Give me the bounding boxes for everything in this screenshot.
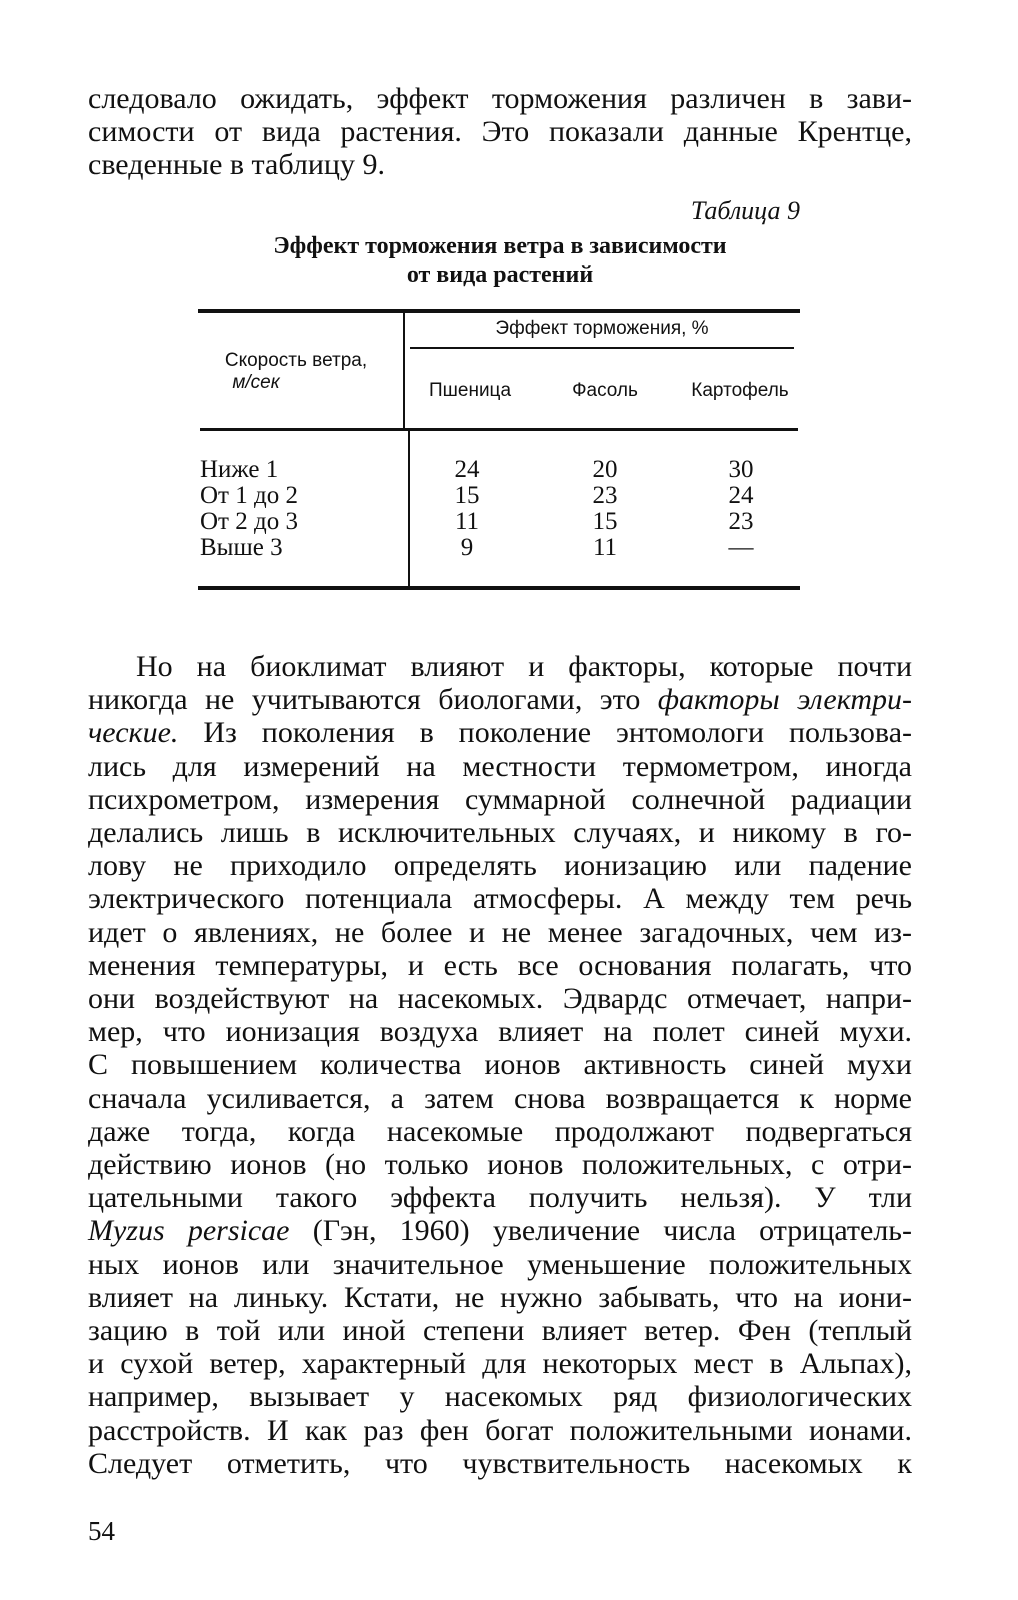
text-line: расстройств. И как раз фен богат положительными ионами. (88, 1413, 912, 1447)
text-line: влияет на линьку. Кстати, не нужно забывать, что на иони- (88, 1280, 912, 1314)
text-line: лись для измерений на местности термометром, иногда (88, 749, 912, 783)
text-line: сначала усиливается, а затем снова возвращается к норме (88, 1081, 912, 1115)
text-line: делались лишь в исключительных случаях, и никому в го- (88, 816, 912, 850)
intro-paragraph (88, 82, 912, 182)
table-row-label: Ниже 1 (200, 456, 279, 483)
text-line: цательными такого эффекта получить нельзя). У тли (88, 1181, 912, 1215)
text-span: Из поколения в поколение энтомологи пользова- (178, 716, 912, 750)
text-line: зацию в той или иной степени влияет ветер. Фен (теплый (88, 1314, 912, 1348)
column-header: Пшеница (428, 380, 512, 401)
column-header: Фасоль (572, 380, 638, 401)
text-line: электрического потенциала атмосферы. А между тем речь (88, 882, 912, 916)
table-cell: 11 (454, 508, 480, 535)
table-title-line: от вида растений (406, 262, 594, 288)
group-header-rule (410, 347, 794, 349)
text-line: ных ионов или значительное уменьшение положительных (88, 1247, 912, 1281)
body-paragraph (88, 650, 912, 1480)
text-line: менения температуры, и есть все основания полагать, что (88, 948, 912, 982)
text-line: симости от вида растения. Это показали данные Крентце, (88, 115, 912, 149)
header-bottom-rule (200, 428, 798, 431)
text-line: например, вызывает у насекомых ряд физиологических (88, 1380, 912, 1414)
text-line: психрометром, измерения суммарной солнечной радиации (88, 782, 912, 816)
text-span: никогда не учитываются биологами, это (88, 683, 658, 717)
column-divider (403, 313, 405, 431)
species-name: Myzus persicae (88, 1214, 290, 1248)
text-line (88, 716, 912, 749)
italic-term: факторы электри- (657, 683, 912, 717)
text-line: и сухой ветер, характерный для некоторых мест в Альпах), (88, 1347, 912, 1381)
text-line (88, 1214, 912, 1247)
table-cell: 24 (728, 482, 754, 509)
table-row-label: Выше 3 (200, 534, 283, 561)
table-cell: — (728, 534, 754, 561)
italic-term: ческие. (88, 716, 179, 750)
table-cell: 23 (592, 482, 618, 509)
table-bottom-rule (198, 586, 800, 590)
table-caption: Таблица 9 (690, 196, 800, 225)
text-line: мер, что ионизация воздуха влияет на полет синей мухи. (88, 1015, 912, 1049)
column-header: Картофель (691, 380, 789, 401)
text-line: С повышением количества ионов активность синей мухи (88, 1048, 912, 1082)
table-title-line: Эффект торможения ветра в зависимости (273, 233, 727, 259)
text-line: они воздействуют на насекомых. Эдвардс отмечает, напри- (88, 982, 912, 1016)
table-cell: 11 (592, 534, 618, 561)
table-cell: 20 (592, 456, 618, 483)
text-line: лову не приходило определять ионизацию или падение (88, 849, 912, 883)
table-cell: 30 (728, 456, 754, 483)
text-line: идет о явлениях, не более и не менее загадочных, чем из- (88, 915, 912, 949)
column-divider (408, 431, 410, 587)
text-line: следовало ожидать, эффект торможения различен в зави- (88, 82, 912, 115)
text-line: действию ионов (но только ионов положительных, с отри- (88, 1148, 912, 1182)
table-title (200, 232, 800, 290)
text-line: Но на биоклимат влияют и факторы, которые почти (136, 650, 912, 683)
group-header: Эффект торможения, % (495, 318, 709, 339)
table-cell: 23 (728, 508, 754, 535)
table-cell: 24 (454, 456, 480, 483)
text-line: даже тогда, когда насекомые продолжают подвергаться (88, 1114, 912, 1148)
row-header: Скорость ветра, (224, 350, 368, 371)
table-row-label: От 2 до 3 (200, 508, 298, 535)
table-cell: 15 (592, 508, 618, 535)
row-header-unit: м/сек (232, 372, 280, 393)
text-line (88, 683, 912, 716)
text-line: Следует отметить, что чувствительность насекомых к (88, 1446, 912, 1480)
table-row-label: От 1 до 2 (200, 482, 298, 509)
page-number: 54 (88, 1516, 115, 1546)
table-cell: 15 (454, 482, 480, 509)
text-span: (Гэн, 1960) увеличение числа отрицатель- (289, 1214, 912, 1248)
text-line: сведенные в таблицу 9. (88, 148, 385, 182)
table-top-rule (198, 309, 800, 313)
table-cell: 9 (460, 534, 474, 561)
